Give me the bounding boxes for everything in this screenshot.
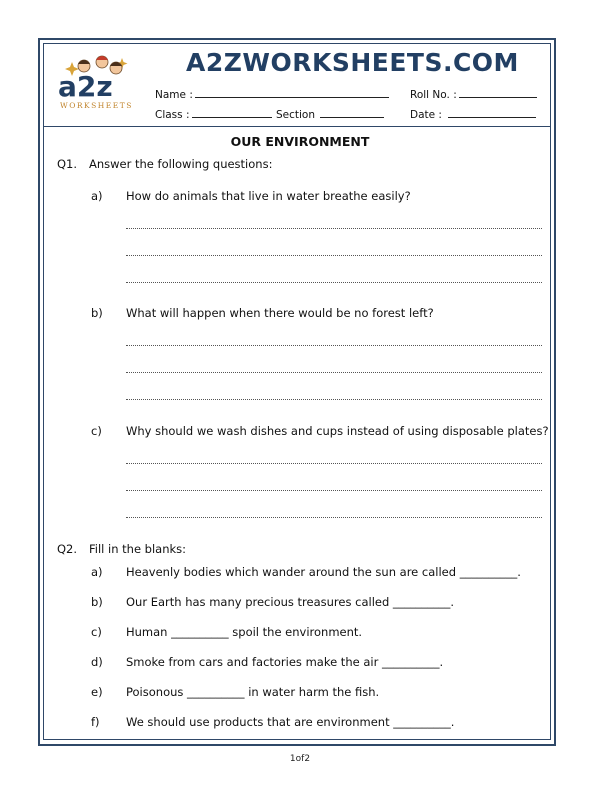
q2f-label: f)	[91, 715, 100, 729]
q2d-label: d)	[91, 655, 103, 669]
page-number: 1of2	[289, 754, 311, 764]
answer-line	[126, 254, 542, 256]
q1a-text: How do animals that live in water breathe easily?	[126, 189, 411, 203]
logo-letters: a2z	[58, 70, 113, 103]
q1-instruction: Answer the following questions:	[89, 157, 273, 171]
q1b-text: What will happen when there would be no forest left?	[126, 306, 434, 320]
q2b-label: b)	[91, 595, 103, 609]
answer-line	[126, 227, 542, 229]
roll-blank	[459, 87, 537, 98]
q2e-text: Poisonous __________ in water harm the fish.	[126, 685, 380, 699]
q2a-label: a)	[91, 565, 103, 579]
section-field	[276, 107, 384, 121]
q2e-label: e)	[91, 685, 103, 699]
q2-number: Q2.	[57, 542, 78, 556]
logo-tagline: WORKSHEETS	[60, 101, 133, 110]
q2a-text: Heavenly bodies which wander around the sun are called __________.	[126, 565, 521, 579]
q1a-label: a)	[91, 189, 103, 203]
answer-line	[126, 516, 542, 518]
answer-line	[126, 281, 542, 283]
q1c-text: Why should we wash dishes and cups instead of using disposable plates?	[126, 424, 549, 438]
answer-line	[126, 489, 542, 491]
answer-line	[126, 344, 542, 346]
q2c-text: Human __________ spoil the environment.	[126, 625, 363, 639]
roll-label: Roll No. :	[410, 89, 457, 101]
date-blank	[448, 107, 536, 118]
a2z-logo-icon	[52, 50, 142, 112]
section-label: Section	[276, 109, 316, 121]
q2b-text: Our Earth has many precious treasures called __________.	[126, 595, 455, 609]
class-blank	[192, 107, 272, 118]
class-field	[155, 107, 272, 121]
name-field	[155, 87, 389, 101]
date-field	[410, 107, 536, 121]
q1-number: Q1.	[57, 157, 78, 171]
worksheet-title: OUR ENVIRONMENT	[230, 134, 370, 149]
name-label: Name :	[155, 89, 193, 101]
name-blank	[195, 87, 389, 98]
section-blank	[320, 107, 384, 118]
answer-line	[126, 371, 542, 373]
q2d-text: Smoke from cars and factories make the air __________.	[126, 655, 444, 669]
site-title: A2ZWORKSHEETS.COM	[186, 48, 519, 77]
answer-line	[126, 462, 542, 464]
class-label: Class :	[155, 109, 190, 121]
roll-field	[410, 87, 537, 101]
q1b-label: b)	[91, 306, 103, 320]
q2-instruction: Fill in the blanks:	[89, 542, 187, 556]
q2c-label: c)	[91, 625, 102, 639]
header-divider	[44, 126, 550, 127]
date-label: Date :	[410, 109, 442, 121]
q1c-label: c)	[91, 424, 102, 438]
q2f-text: We should use products that are environment __________.	[126, 715, 455, 729]
answer-line	[126, 398, 542, 400]
